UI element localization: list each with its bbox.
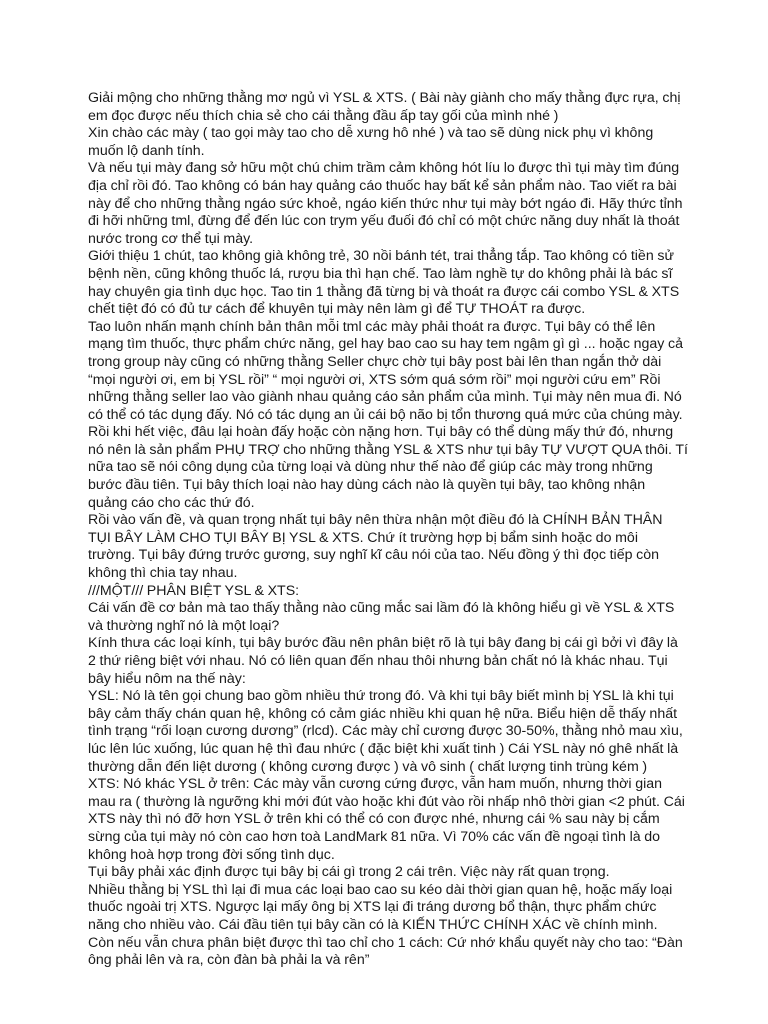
paragraph-mistakes: Nhiều thằng bị YSL thì lại đi mua các loại bao cao su kéo dài thời gian quan hệ, hoặc mấy loại thuốc ngoài trị XTS. Ngược lại mấy ông bị XTS lại đi tráng dương bổ thận, thực phẩm chức năng cho nhiều vào. Cái đầu tiên tụi bây cần có là KIẾN THỨC CHÍNH XÁC về chính mình. — [88, 881, 673, 933]
paragraph-main-issue: Rồi vào vấn đề, và quan trọng nhất tụi bây nên thừa nhận một điều đó là CHÍNH BẢN THÂN TỤI BÂY LÀM CHO TỤI BÂY BỊ YSL & XTS. Chứ ít trường hợp bị bẩm sinh hoặc do môi trường. Tụi bây đứng trước gương, suy nghĩ kĩ câu nói của tao. Nếu đồng ý thì đọc tiếp còn không thì chia tay nhau. — [88, 512, 663, 582]
paragraph-xts: XTS: Nó khác YSL ở trên: Các mày vẫn cương cứng được, vẫn ham muốn, nhưng thời gian mau ra ( thường là ngưỡng khi mới đút vào hoặc khi đút vào rồi nhấp nhô thời gian <2 phút. Cái XTS này thì nó đỡ hơn YSL ở trên khi có thể có con được nhé, nhưng cái % sau này bị cắm sừng của tụi mày nó còn cao hơn toà LandMark 81 nữa. Vì 70% các vấn đề ngoại tình là do không hoà hợp trong đời sống tình dục. — [88, 776, 685, 863]
paragraph-intro: Và nếu tụi mày đang sở hữu một chú chim trầm cảm không hót líu lo được thì tụi mày tìm đúng địa chỉ rồi đó. Tao không có bán hay quảng cáo thuốc hay bất kể sản phẩm nào. Tao viết ra bài này để cho những thằng ngáo sức khoẻ, ngáo kiến thức như tụi mày bớt ngáo đi. Hãy thức tỉnh đi hỡi những tml, đừng để đến lúc con trym yếu đuối đó chỉ có một chức năng duy nhất là thoát nước trong cơ thể tụi mày. — [88, 160, 683, 247]
paragraph-tip: Còn nếu vẫn chưa phân biệt được thì tao chỉ cho 1 cách: Cứ nhớ khẩu quyết này cho tao: “Đàn ông phải lên và ra, còn đàn bà phải la và rên” — [88, 934, 683, 969]
document-body — [88, 90, 688, 970]
paragraph-greeting: Xin chào các mày ( tao gọi mày tao cho dễ xưng hô nhé ) và tao sẽ dùng nick phụ vì không muốn lộ danh tính. — [88, 125, 654, 159]
paragraph-title: Giải mộng cho những thằng mơ ngủ vì YSL & XTS. ( Bài này giành cho mấy thằng đực rựa, chị em đọc được nếu thích chia sẻ cho cái thằng đầu ấp tay gối của mình nhé ) — [88, 90, 681, 124]
paragraph-ysl: YSL: Nó là tên gọi chung bao gồm nhiều thứ trong đó. Và khi tụi bây biết mình bị YSL là khi tụi bây cảm thấy chán quan hệ, không có cảm giác nhiều khi quan hệ nữa. Biểu hiện dễ thấy nhất tình trạng “rối loạn cương dương” (rlcd). Các mày chỉ cương được 30-50%, thằng nhỏ mau xìu, lúc lên lúc xuống, lúc quan hệ thì đau nhức ( đặc biệt khi xuất tinh ) Cái YSL này nó ghê nhất là thường dẫn đến liệt dương ( không cương được ) và vô sinh ( chất lượng tinh trùng kém ) — [88, 688, 683, 775]
paragraph-self-intro: Giới thiệu 1 chút, tao không già không trẻ, 30 nồi bánh tét, trai thẳng tắp. Tao không có tiền sử bệnh nền, cũng không thuốc lá, rượu bia thì hạn chế. Tao làm nghề tự do không phải là bác sĩ hay chuyên gia tình dục học. Tao tin 1 thằng đã từng bị và thoát ra được cái combo YSL & XTS chết tiệt đó có đủ tư cách để khuyên tụi mày nên làm gì để TỰ THOÁT ra được. — [88, 248, 680, 318]
section-heading: ///MỘT/// PHÂN BIỆT YSL & XTS: — [88, 582, 300, 599]
paragraph-distinguish: Kính thưa các loại kính, tụi bây bước đầu nên phân biệt rõ là tụi bây đang bị cái gì bởi vì đây là 2 thứ riêng biệt với nhau. Nó có liên quan đến nhau thôi nhưng bản chất nó là khác nhau. Tụi bây hiểu nôm na thế này: — [88, 635, 678, 687]
paragraph-identify: Tụi bây phải xác định được tụi bây bị cái gì trong 2 cái trên. Việc này rất quan trọng. — [88, 864, 610, 881]
paragraph-question: Cái vấn đề cơ bản mà tao thấy thằng nào cũng mắc sai lầm đó là không hiểu gì về YSL & XTS và thường nghĩ nó là một loại? — [88, 600, 675, 634]
paragraph-emphasis: Tao luôn nhấn mạnh chính bản thân mỗi tml các mày phải thoát ra được. Tụi bây có thể lên mạng tìm thuốc, thực phẩm chức năng, gel hay bao cao su hay tem ngậm gì gì ... hoặc ngay cả trong group này cũng có những thằng Seller chực chờ tụi bây post bài lên than ngắn thở dài “mọi người ơi, em bị YSL rồi” “ mọi người ơi, XTS sớm quá sớm rồi” mọi người cứu em” Rồi những thằng seller lao vào giành nhau quảng cáo sản phẩm của mình. Tụi mày nên mua đi. Nó có thể có tác dụng đấy. Nó có tác dụng an ủi cái bộ não bị tổn thương quá mức của chúng mày. Rồi khi hết việc, đâu lại hoàn đấy hoặc còn nặng hơn. Tụi bây có thể dùng mấy thứ đó, nhưng nó nên là sản phẩm PHỤ TRỢ cho những thằng YSL & XTS như tụi bây TỰ VƯỢT QUA thôi. Tí nữa tao sẽ nói công dụng của từng loại và dùng như thế nào để giúp các mày trong những bước đầu tiên. Tụi bây thích loại nào hay dùng cách nào là quyền tụi bây, tao không nhận quảng cáo cho các thứ đó. — [88, 318, 688, 511]
